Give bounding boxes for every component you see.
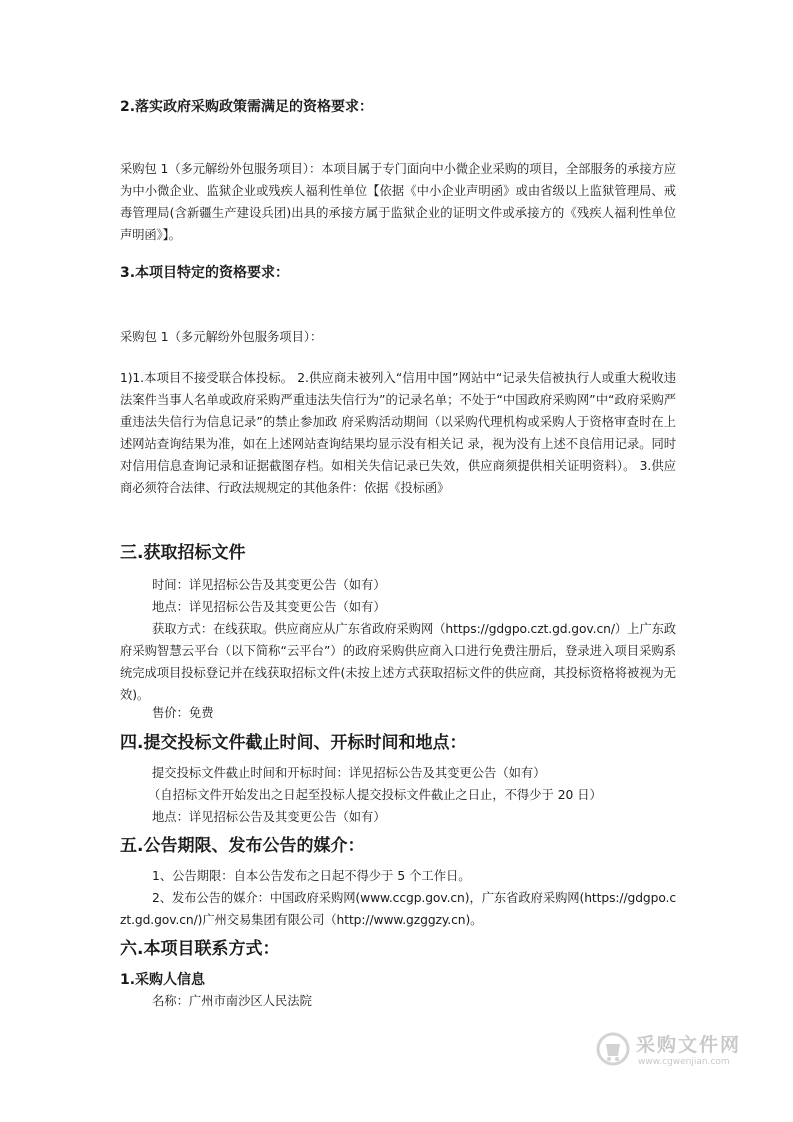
section-2-body: 采购包 1（多元解纷外包服务项目）：本项目属于专门面向中小微企业采购的项目，全部服务的承接方应为中小微企业、监狱企业或残疾人福利性单位【依据《中小企业声明函》或由省级以上监狱管理局、戒毒管理局(含新疆生产建设兵团)出具的承接方属于监狱企业的证明文件或承接方的《残疾人福利性单位声明函》】。	[120, 162, 676, 242]
watermark-url: www.cgwenjian.com	[638, 1057, 730, 1067]
section-2-title: 2.落实政府采购政策需满足的资格要求：	[120, 99, 374, 115]
part-5-item-2: 2、发布公告的媒介：中国政府采购网(www.ccgp.gov.cn)，广东省政府采购网(https://gdgpo.czt.gd.gov.cn/)广州交易集团有限公司（http://www.gzggzy.cn)。	[120, 891, 676, 927]
part-5-title: 五.公告期限、发布公告的媒介：	[120, 836, 365, 856]
part-5-item-1: 1、公告期限：自本公告发布之日起不得少于 5 个工作日。	[152, 869, 471, 883]
part-6-sub-1: 1.采购人信息	[120, 972, 206, 988]
part-4-title: 四.提交投标文件截止时间、开标时间和地点：	[120, 733, 467, 753]
part-6-title: 六.本项目联系方式：	[120, 939, 280, 959]
part-3-title: 三.获取招标文件	[120, 543, 246, 563]
part-3-time: 时间：详见招标公告及其变更公告（如有）	[152, 578, 386, 592]
watermark-logo-icon	[596, 1032, 630, 1066]
watermark-text: 采购文件网	[636, 1034, 742, 1056]
part-6-name: 名称：广州市南沙区人民法院	[152, 994, 312, 1008]
part-3-place: 地点：详见招标公告及其变更公告（如有）	[152, 600, 386, 614]
section-3-package: 采购包 1（多元解纷外包服务项目）：	[120, 330, 323, 344]
part-4-deadline: 提交投标文件截止时间和开标时间：详见招标公告及其变更公告（如有）	[152, 766, 546, 780]
watermark	[596, 1030, 756, 1076]
part-3-method: 获取方式：在线获取。供应商应从广东省政府采购网（https://gdgpo.czt.gd.gov.cn/）上广东政府采购智慧云平台（以下简称“云平台”）的政府采购供应商入口进行免费注册后，登录进入项目采购系统完成项目投标登记并在线获取招标文件(未按上述方式获取招标文件的供应商，其投标资格将被视为无效)。	[120, 622, 676, 702]
part-4-note: （自招标文件开始发出之日起至投标人提交投标文件截止之日止，不得少于 20 日）	[148, 788, 602, 802]
section-3-title: 3.本项目特定的资格要求：	[120, 265, 290, 281]
part-4-place: 地点：详见招标公告及其变更公告（如有）	[152, 810, 386, 824]
section-3-body: 1)1.本项目不接受联合体投标。 2.供应商未被列入“信用中国”网站中“记录失信被执行人或重大税收违法案件当事人名单或政府采购严重违法失信行为”的记录名单；不处于“中国政府采购网”中“政府采购严重违法失信行为信息记录”的禁止参加政 府采购活动期间（以采购代理机构或采购人于资格审查时在上述网站查询结果为准，如在上述网站查询结果均显示没有相关记 录，视为没有上述不良信用记录。同时对信用信息查询记录和证据截图存档。如相关失信记录已失效，供应商须提供相关证明资料）。 3.供应商必须符合法律、行政法规规定的其他条件：依据《投标函》	[120, 371, 676, 495]
part-3-price: 售价：免费	[152, 706, 214, 720]
